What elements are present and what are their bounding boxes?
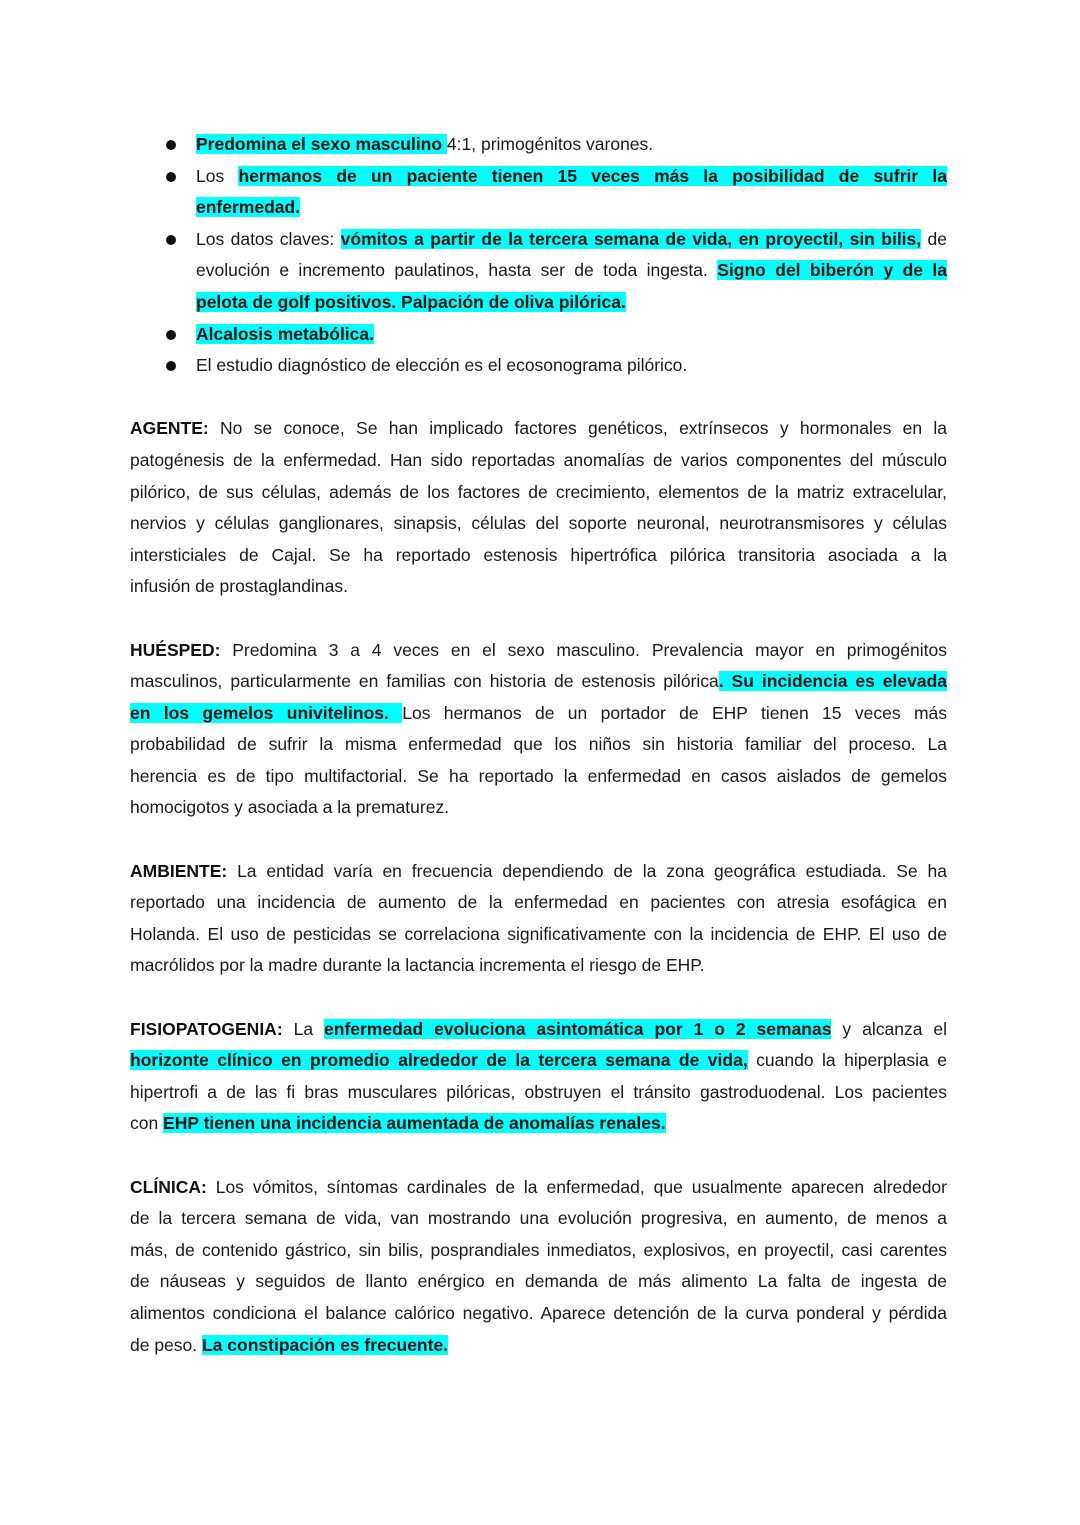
text-line <box>130 445 947 477</box>
text-line <box>196 224 947 256</box>
text-line <box>130 1235 947 1267</box>
text-line <box>130 1203 947 1235</box>
paragraph-agente <box>130 413 947 603</box>
text: herencia es de tipo multifactorial. Se ha reportado la enfermedad en casos aislados de gemelos <box>130 765 947 786</box>
text: 4:1, primogénitos varones. <box>446 134 654 154</box>
text: No se conoce, Se han implicado factores genéticos, extrínsecos y hormonales en la <box>208 418 947 439</box>
text: intersticiales de Cajal. Se ha reportado estenosis hipertrófica pilórica transitoria asociada a la <box>130 544 947 565</box>
text-line <box>130 508 947 540</box>
text-line <box>130 950 947 982</box>
text: El estudio diagnóstico de elección es el ecosonograma pilórico. <box>196 355 688 376</box>
highlighted-text: hermanos de un paciente tienen 15 veces más la posibilidad de sufrir la <box>238 165 948 186</box>
list-item <box>130 319 947 351</box>
list-item <box>130 161 947 224</box>
text-line <box>130 919 947 951</box>
text-line <box>130 1266 947 1298</box>
text: Predomina 3 a 4 veces en el sexo masculino. Prevalencia mayor en primogénitos <box>220 639 947 660</box>
paragraph-huesped <box>130 635 947 825</box>
paragraph-ambiente <box>130 856 947 982</box>
highlighted-text: Signo del biberón y de la <box>717 260 947 281</box>
paragraph-clinica <box>130 1172 947 1362</box>
highlighted-text: . Su incidencia es elevada <box>718 671 947 692</box>
text-line <box>130 571 947 603</box>
text-line <box>130 413 947 445</box>
text: macrólidos por la madre durante la lactancia incrementa el riesgo de EHP. <box>130 955 705 976</box>
document-page <box>130 129 947 1361</box>
text-line <box>130 792 947 824</box>
text-line <box>130 1172 947 1204</box>
sections <box>130 413 947 1361</box>
bullet-icon <box>166 361 176 371</box>
section-heading: AMBIENTE: <box>130 860 228 881</box>
list-item <box>130 224 947 319</box>
text-line <box>130 1108 947 1140</box>
highlighted-text: horizonte clínico en promedio alrededor de la tercera semana de vida, <box>130 1050 748 1071</box>
text: reportado una incidencia de aumento de la enfermedad en pacientes con atresia esofágica en <box>130 892 947 913</box>
text: evolución e incremento paulatinos, hasta ser de toda ingesta. <box>196 260 718 281</box>
text: pilórico, de sus células, además de los factores de crecimiento, elementos de la matriz extracelular, <box>130 481 947 502</box>
text: de peso. <box>130 1334 202 1355</box>
text-line <box>130 887 947 919</box>
text-line <box>130 1330 947 1362</box>
text-line <box>196 192 947 224</box>
text: Holanda. El uso de pesticidas se correlaciona significativamente con la incidencia de EHP. El uso de <box>130 923 947 944</box>
text-line <box>130 1298 947 1330</box>
text: La entidad varía en frecuencia dependiendo de la zona geográfica estudiada. Se ha <box>227 860 947 881</box>
text: Los vómitos, síntomas cardinales de la enfermedad, que usualmente aparecen alrededor <box>206 1176 947 1197</box>
highlighted-text: pelota de golf positivos. Palpación de oliva pilórica. <box>196 291 626 312</box>
text: y alcanza el <box>831 1018 947 1039</box>
paragraph-fisiopatogenia <box>130 1014 947 1140</box>
highlighted-text: La constipación es frecuente. <box>202 1334 449 1355</box>
bullet-icon <box>166 330 176 340</box>
text-line <box>130 540 947 572</box>
text: Los datos claves: <box>196 228 341 249</box>
text-line <box>196 287 947 319</box>
text-line <box>130 729 947 761</box>
text-line <box>130 1077 947 1109</box>
list-item <box>130 129 947 161</box>
key-points-list <box>130 129 947 382</box>
text: homocigotos y asociada a la prematurez. <box>130 797 450 818</box>
text: cuando la hiperplasia e <box>747 1050 947 1071</box>
text-line <box>130 1045 947 1077</box>
text-line <box>130 761 947 793</box>
text: de náuseas y seguidos de llanto enérgico en demanda de más alimento La falta de ingesta de <box>130 1271 947 1292</box>
highlighted-text: Predomina el sexo masculino <box>196 134 447 154</box>
text-line <box>130 477 947 509</box>
text-line <box>196 161 947 193</box>
text: infusión de prostaglandinas. <box>130 576 348 597</box>
text-line <box>196 255 947 287</box>
text-line <box>130 666 947 698</box>
text-line <box>196 350 947 382</box>
text: patogénesis de la enfermedad. Han sido reportadas anomalías de varios componentes del músculo <box>130 449 947 470</box>
text: Los hermanos de un portador de EHP tienen 15 veces más <box>402 702 947 723</box>
highlighted-text: Alcalosis metabólica. <box>196 323 374 344</box>
text-line <box>196 129 947 161</box>
text: alimentos condiciona el balance calórico negativo. Aparece detención de la curva ponderal y pérdida <box>130 1302 947 1323</box>
text-line <box>130 1014 947 1046</box>
section-heading: FISIOPATOGENIA: <box>130 1018 283 1039</box>
text-line <box>130 698 947 730</box>
text: más, de contenido gástrico, sin bilis, posprandiales inmediatos, explosivos, en proyectil, casi carentes <box>130 1239 947 1260</box>
text: probabilidad de sufrir la misma enfermedad que los niños sin historia familiar del proceso. La <box>130 734 947 755</box>
text: Los <box>196 165 239 186</box>
text-line <box>130 635 947 667</box>
text: de <box>921 228 947 249</box>
list-item <box>130 350 947 382</box>
highlighted-text: enfermedad. <box>196 197 301 218</box>
highlighted-text: en los gemelos univitelinos. <box>130 702 403 723</box>
highlighted-text: enfermedad evoluciona asintomática por 1 o 2 semanas <box>324 1018 832 1039</box>
bullet-icon <box>166 235 176 245</box>
highlighted-text: EHP tienen una incidencia aumentada de anomalías renales. <box>163 1113 666 1134</box>
section-heading: CLÍNICA: <box>130 1176 207 1197</box>
text: La <box>282 1018 325 1039</box>
text-line <box>130 856 947 888</box>
highlighted-text: vómitos a partir de la tercera semana de vida, en proyectil, sin bilis, <box>340 228 922 249</box>
text: hipertrofi a de las fi bras musculares pilóricas, obstruyen el tránsito gastroduodenal. Los pacientes <box>130 1081 947 1102</box>
text: con <box>130 1113 164 1134</box>
text: masculinos, particularmente en familias con historia de estenosis pilórica <box>130 671 719 692</box>
text: nervios y células ganglionares, sinapsis, células del soporte neuronal, neurotransmisores y células <box>130 513 947 534</box>
text: de la tercera semana de vida, van mostrando una evolución progresiva, en aumento, de menos a <box>130 1208 947 1229</box>
bullet-icon <box>166 172 176 182</box>
text-line <box>196 319 947 351</box>
section-heading: HUÉSPED: <box>130 639 221 660</box>
section-heading: AGENTE: <box>130 418 209 439</box>
bullet-icon <box>166 140 176 150</box>
